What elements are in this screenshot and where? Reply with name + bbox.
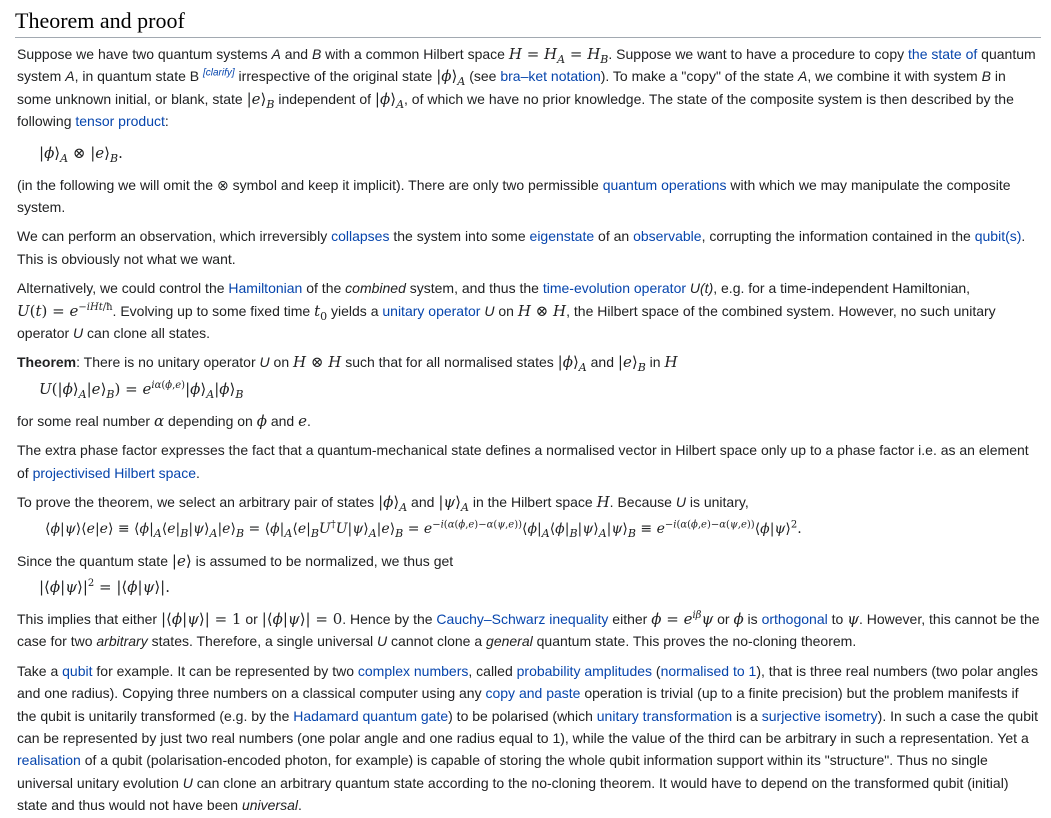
section-heading: Theorem and proof [15, 4, 1041, 38]
text: is assumed to be normalized, we thus get [191, 552, 454, 569]
paragraph-proof [17, 491, 1041, 513]
var-a: A [271, 46, 281, 62]
link-realisation[interactable]: realisation [17, 752, 81, 769]
text: in the Hilbert space [468, 494, 597, 511]
var-a: A [65, 68, 75, 85]
text: states. Therefore, a single universal [147, 633, 378, 650]
text: and [586, 354, 618, 371]
var-u: U [182, 774, 193, 791]
link-complex-numbers[interactable]: complex numbers [357, 662, 469, 679]
text: . Evolving up to some fixed time [112, 302, 315, 319]
text: : [164, 113, 169, 130]
link-hamiltonian[interactable]: Hamiltonian [228, 280, 303, 297]
var-u: U [377, 633, 388, 650]
text: of a qubit (polarisation-encoded photon, for example) is capable of storing the whole qubit information support within its "structure". Thus no single universal unitary evolution [17, 752, 988, 791]
link-cauchy-schwarz[interactable]: Cauchy–Schwarz inequality [436, 610, 609, 627]
math-inner-zero: |⟨ϕ|ψ⟩| = 0 [261, 609, 343, 628]
text: of the [302, 280, 346, 297]
text: and [266, 412, 299, 429]
math-phi-a: $|\phi⟩_A$ [374, 89, 405, 111]
text: depending on [164, 412, 257, 429]
text: yields a [327, 302, 383, 319]
text: irrespective of the original state [234, 68, 437, 85]
paragraph-theorem [17, 351, 1041, 373]
math-h-tensor-h: H ⊗ H [517, 301, 567, 320]
text: quantum system [17, 46, 1036, 85]
text: and [280, 46, 312, 62]
paragraph-hamiltonian [17, 277, 1041, 344]
text: (see [465, 68, 501, 85]
var-b: B [311, 46, 322, 62]
math-phi-a: $|\phi⟩_A$ [436, 67, 466, 89]
math-phase-relation: $\phi = e^{i\beta}\psi$ [651, 609, 714, 628]
link-state-of[interactable]: the state of [908, 46, 978, 62]
text: of an [594, 228, 634, 245]
link-qubit[interactable]: qubit [62, 662, 93, 679]
text: for some real number [17, 412, 154, 429]
link-bra-ket-notation[interactable]: bra–ket notation [500, 68, 601, 85]
text: , in quantum state B [74, 68, 203, 85]
text: . [307, 412, 311, 429]
text: . Hence by the [342, 610, 437, 627]
text: ). In such a case the qubit can be represented by just two real numbers (one polar angle and one radius equal to 1), while the value of the third can be arbitrary in such a representation. Yet a [17, 707, 1038, 746]
math-e-b: $|e⟩_B$ [246, 89, 275, 111]
text: quantum state. This proves the no-cloning theorem. [532, 633, 857, 650]
text: on [494, 302, 518, 319]
math-hilbert-space: $H = H_A = H_B$ [508, 45, 609, 66]
link-hadamard-gate[interactable]: Hadamard quantum gate [293, 707, 449, 724]
text: independent of [274, 90, 375, 107]
math-e-b: $|e⟩_B$ [617, 353, 646, 375]
text: can clone an arbitrary quantum state according to the no-cloning theorem. It would have to depend on the transformed qubit (initial) state and thus would not have been [17, 774, 1009, 814]
var-u: U [73, 325, 84, 342]
equation-tensor-product: $|\phi⟩_A$ ⊗ $|e⟩_B$. [39, 143, 123, 165]
paragraph-normalized [17, 550, 1041, 572]
equation-theorem: $U(|\phi⟩_A|e⟩_B)$ = $e^{i\alpha(\phi,e)}|\phi⟩_A|\phi⟩_B$ [39, 379, 244, 401]
text: . Because [609, 494, 676, 511]
paragraph-phase-factor [17, 439, 1041, 484]
link-time-evolution-operator[interactable]: time-evolution operator [542, 280, 687, 297]
link-observable[interactable]: observable [633, 228, 702, 245]
link-quantum-operations[interactable]: quantum operations [602, 176, 727, 193]
link-orthogonal[interactable]: orthogonal [761, 610, 828, 627]
text: , called [468, 662, 517, 679]
link-tensor-product[interactable]: tensor product [75, 113, 165, 130]
paragraph-operations [17, 174, 1041, 219]
link-probability-amplitudes[interactable]: probability amplitudes [516, 662, 653, 679]
math-psi: ψ [847, 609, 859, 628]
link-eigenstate[interactable]: eigenstate [529, 228, 595, 245]
text: either [608, 610, 652, 627]
link-copy-and-paste[interactable]: copy and paste [485, 685, 581, 702]
var-u: U [259, 354, 270, 371]
link-qubits[interactable]: qubit(s) [974, 228, 1022, 245]
emphasis-general: general [486, 633, 533, 650]
text: system, and thus the [405, 280, 543, 297]
text: to [827, 610, 848, 627]
text: or [241, 610, 262, 627]
math-time-evolution: $U(t) = e^{-iHt/ħ}$ [17, 301, 113, 320]
text: can clone all states. [83, 325, 211, 342]
text: This implies that either [17, 610, 161, 627]
var-u: U [484, 302, 495, 319]
text: , of which we have no prior knowledge. The state of the composite system is then described by the following [17, 90, 1014, 130]
math-t0: $t_0$ [314, 301, 328, 323]
paragraph-observation [17, 225, 1041, 270]
paragraph-setup [17, 43, 1041, 133]
link-unitary-operator[interactable]: unitary operator [382, 302, 481, 319]
emphasis-arbitrary: arbitrary [96, 633, 148, 650]
equation-norm: $|⟨\phi|\psi⟩|^2$ = |⟨ϕ|ψ⟩|. [39, 577, 171, 596]
text: . This is obviously not what we want. [17, 228, 1026, 267]
math-phi: ϕ [733, 609, 744, 628]
text: Take a [17, 662, 63, 679]
text: Since the quantum state [17, 552, 172, 569]
math-inner-one: |⟨ϕ|ψ⟩| = 1 [160, 609, 242, 628]
paragraph-real-number [17, 410, 1041, 432]
text: Alternatively, we could control the [17, 280, 229, 297]
text: . [297, 797, 302, 814]
emphasis-combined: combined [345, 280, 406, 297]
text: in [645, 354, 665, 371]
math-e-ket: |e⟩ [171, 551, 192, 570]
paragraph-implication [17, 608, 1041, 653]
text: ). To make a "copy" of the state [600, 68, 798, 85]
text: , e.g. for a time-independent Hamiltonian, [713, 280, 971, 297]
text: . Suppose we want to have a procedure to copy [608, 46, 909, 62]
theorem-label: Theorem [17, 354, 77, 371]
text: , corrupting the information contained in the [701, 228, 975, 245]
link-collapses[interactable]: collapses [331, 228, 390, 245]
clarify-link[interactable]: [clarify] [202, 67, 235, 79]
text: ), that is three real numbers (two polar angles and one radius). Copying three numbers on a classical computer using any [17, 662, 1039, 702]
math-phi: ϕ [256, 411, 267, 430]
text: and [407, 494, 439, 511]
text: the system into some [389, 228, 530, 245]
var-a: A [797, 68, 808, 85]
equation-proof: ⟨ϕ|ψ⟩⟨e|e⟩ ≡ $⟨\phi|_A⟨e|_B|\psi⟩_A|e⟩_B$ = $⟨\phi|_A⟨e|_BU^\dagger U|\psi⟩_A|e⟩_B$ = $e^{-i(\alpha(\phi,e)-\alpha(\psi,e))}⟨\phi|_A⟨\phi|_B|\psi⟩_A|\psi⟩_B$ ≡ $e^{-i(\alpha(\phi,e)-\alpha(\psi,e))}⟨\phi|\psi⟩^2$. [45, 518, 802, 540]
text: ( [652, 662, 661, 679]
math-h: H [664, 353, 678, 372]
math-h: H [596, 493, 610, 512]
text: To prove the theorem, we select an arbitrary pair of states [17, 494, 379, 511]
text: for example. It can be represented by two [92, 662, 358, 679]
text: is unitary, [685, 494, 749, 511]
text: We can perform an observation, which irreversibly [17, 228, 332, 245]
var-u: U [675, 494, 686, 511]
text: Suppose we have two quantum systems [17, 46, 272, 62]
math-h-tensor-h: H ⊗ H [293, 353, 342, 372]
text: cannot clone a [387, 633, 487, 650]
text: operation is trivial (up to a finite precision) but the problem manifests if the qubit is unitarily transformed (e.g. by the [17, 685, 1019, 724]
text: ) to be polarised (which [448, 707, 597, 724]
text: or [713, 610, 734, 627]
text: is a [732, 707, 762, 724]
math-phi-a: $|\phi⟩_A$ [378, 493, 408, 515]
text: such that for all normalised states [341, 354, 558, 371]
text: , we combine it with system [807, 68, 982, 85]
text: with a common Hilbert space [321, 46, 509, 62]
var-b: B [981, 68, 991, 85]
emphasis-universal: universal [241, 797, 298, 814]
text: is [743, 610, 762, 627]
link-normalised-to-1[interactable]: normalised to 1 [660, 662, 757, 679]
text: : There is no unitary operator [76, 354, 260, 371]
link-surjective-isometry[interactable]: surjective isometry [761, 707, 878, 724]
link-unitary-transformation[interactable]: unitary transformation [596, 707, 733, 724]
text: . However, this cannot be the case for two [17, 610, 1040, 650]
text: . [195, 464, 200, 481]
math-psi-a: $|\psi⟩_A$ [438, 493, 469, 515]
paragraph-qubit-example [17, 660, 1041, 817]
text: in some unknown initial, or blank, state [17, 68, 1006, 107]
text: on [269, 354, 294, 371]
link-projectivised-hilbert-space[interactable]: projectivised Hilbert space [32, 464, 196, 481]
text: , the Hilbert space of the combined system. However, no such unitary operator [17, 302, 996, 342]
text: The extra phase factor expresses the fact that a quantum-mechanical state defines a normalised vector in Hilbert space only up to a phase factor i.e. as an element of [17, 442, 1029, 481]
math-e: e [298, 411, 307, 430]
text: with which we may manipulate the composite system. [17, 176, 1011, 216]
math-phi-a: $|\phi⟩_A$ [557, 353, 587, 375]
text: (in the following we will omit the ⊗ symbol and keep it implicit). There are only two permissible [17, 176, 603, 193]
var-ut: U(t) [689, 280, 714, 297]
math-alpha: α [153, 411, 165, 430]
